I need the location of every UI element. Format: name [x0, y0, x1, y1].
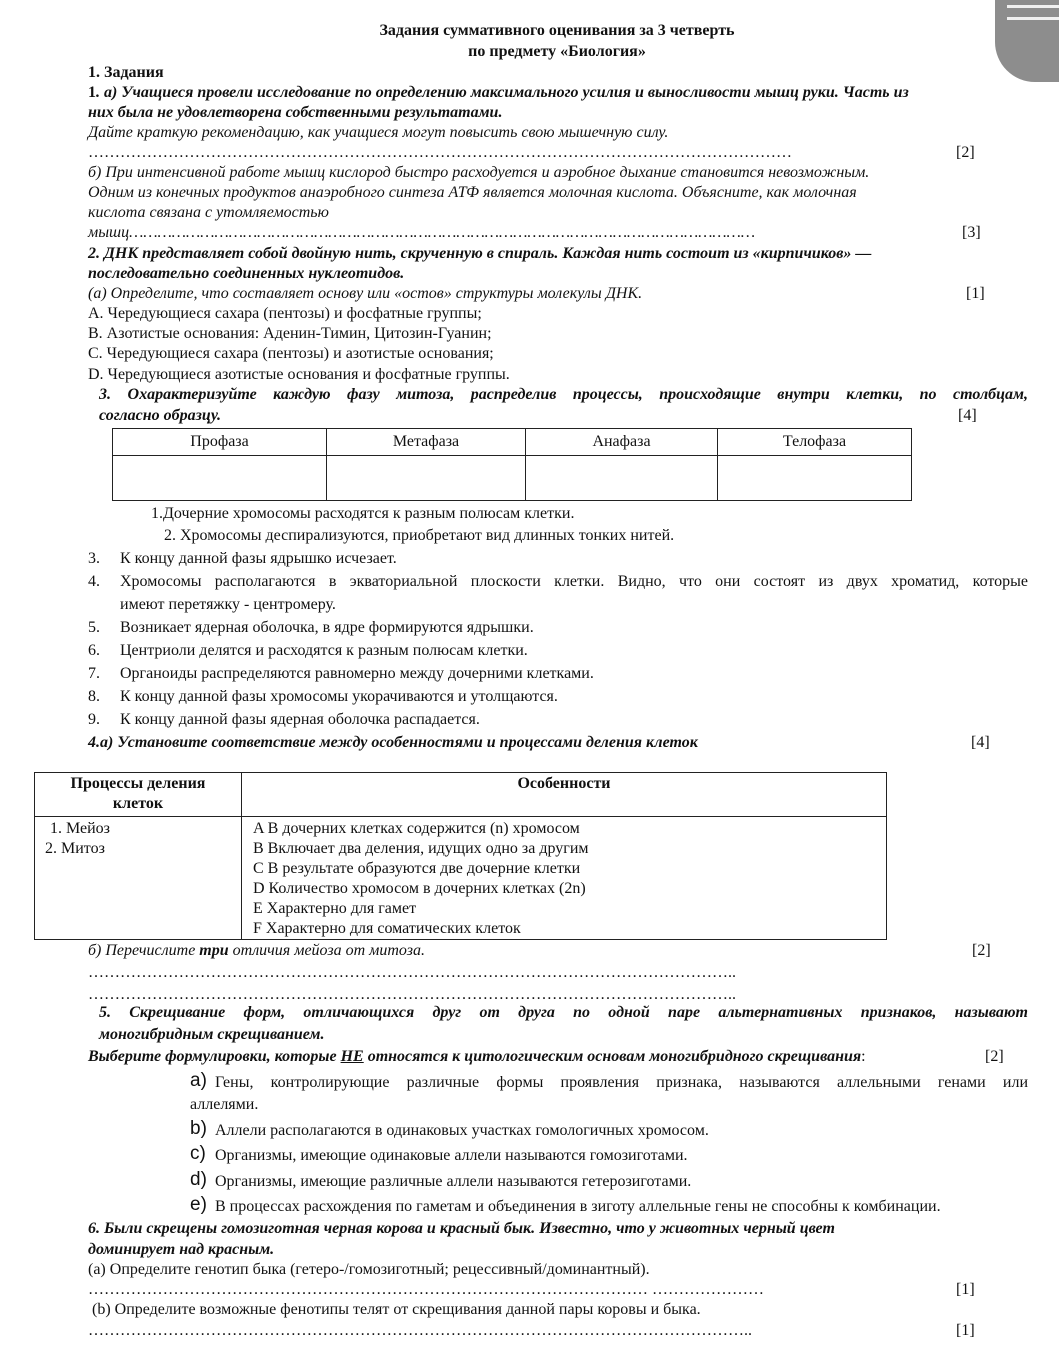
- q2-task: (а) Определите, что составляет основу или «остов» структуры молекулы ДНК.: [88, 285, 643, 302]
- q2-heading-line1: 2. ДНК представляет собой двойную нить, скрученную в спираль. Каждая нить состоит из «кирпичиков» —: [88, 245, 872, 262]
- q5-heading-line2: моногибридным скрещиванием.: [99, 1026, 325, 1043]
- q6-a-task: (а) Определите генотип быка (гетеро-/гомозиготный; рецессивный/доминантный).: [88, 1261, 650, 1278]
- q3-item-6-num: 6.: [88, 642, 100, 659]
- q4-b-task: [88, 941, 425, 961]
- q3-item-3-num: 3.: [88, 550, 100, 567]
- q3-item-5-num: 5.: [88, 619, 100, 636]
- q2-mark: [1]: [966, 285, 985, 302]
- q4-b-task-post: отличия мейоза от митоза.: [228, 942, 425, 959]
- q5-task: [88, 1047, 866, 1067]
- q4-heading: 4.а) Установите соответствие между особенностями и процессами деления клеток: [88, 734, 698, 751]
- q2-option-c: C. Чередующиеся сахара (пентозы) и азотистые основания;: [88, 345, 494, 362]
- process-mitosis: 2. Митоз: [45, 840, 105, 857]
- q5-option-b: Аллели располагаются в одинаковых участках гомологичных хромосом.: [215, 1122, 709, 1139]
- q1-b-line1: б) При интенсивной работе мышц кислород быстро расходуется и аэробное дыхание становится невозможным.: [88, 164, 870, 181]
- corner-tab-decoration: [995, 0, 1059, 82]
- q4-b-mark: [2]: [972, 942, 991, 959]
- q3-item-7: Органоиды распределяются равномерно между дочерними клетками.: [120, 665, 594, 682]
- page-title: Задания суммативного оценивания за 3 четверть: [379, 22, 735, 39]
- q4-b-answer-line-1: …………………………………………………………………………………………………………..: [88, 964, 736, 981]
- q3-heading-line1: 3. Охарактеризуйте каждую фазу митоза, распределив процессы, происходящие внутри клетки, по столбцам,: [99, 386, 1028, 403]
- metaphase-answer-cell[interactable]: [327, 456, 526, 501]
- q1-b-line3: кислота связана с утомляемостью: [88, 204, 329, 221]
- q4-b-task-pre: б) Перечислите: [88, 942, 200, 959]
- anaphase-answer-cell[interactable]: [526, 456, 718, 501]
- processes-header: [35, 773, 242, 817]
- q5-option-b-letter: b): [190, 1118, 207, 1139]
- q5-task-pre: Выберите формулировки, которые: [88, 1048, 341, 1065]
- feature-a: A В дочерних клетках содержится (n) хромосом: [253, 820, 580, 837]
- section-label: 1. Задания: [88, 64, 164, 81]
- phase-header-anaphase: Анафаза: [526, 429, 718, 456]
- feature-b: B Включает два деления, идущих одно за другим: [253, 840, 589, 857]
- q3-item-8-num: 8.: [88, 688, 100, 705]
- q5-option-a-letter: a): [190, 1070, 207, 1091]
- phase-header-prophase: Профаза: [113, 429, 327, 456]
- q3-item-4-num: 4.: [88, 573, 100, 590]
- q5-heading-line1: 5. Скрещивание форм, отличающихся друг от друга по одной паре альтернативных признаков, называют: [99, 1004, 1028, 1021]
- phase-header-metaphase: Метафаза: [327, 429, 526, 456]
- q5-option-a-cont: аллелями.: [190, 1096, 259, 1113]
- q1-number: 1: [88, 84, 96, 101]
- q4-b-task-bold: три: [199, 942, 229, 959]
- q5-option-c-letter: c): [190, 1143, 206, 1164]
- q3-item-9: К концу данной фазы ядерная оболочка распадается.: [120, 711, 480, 728]
- q1-a-task: Дайте краткую рекомендацию, как учащиеся могут повысить свою мышечную силу.: [88, 124, 669, 141]
- q6-b-mark: [1]: [956, 1322, 975, 1339]
- q5-task-ne: НЕ: [340, 1048, 364, 1065]
- page-subtitle: по предмету «Биология»: [468, 43, 646, 60]
- q1-b-answer-line: мышц……………………………………………………………………………………………………………………: [88, 224, 756, 241]
- menu-bar-icon: [1007, 5, 1059, 8]
- q3-item-9-num: 9.: [88, 711, 100, 728]
- q6-b-task: (b) Определите возможные фенотипы телят от скрещивания данной пары коровы и быка.: [92, 1301, 701, 1318]
- q5-option-d: Организмы, имеющие различные аллели называются гетерозиготами.: [215, 1173, 692, 1190]
- q1-b-mark: [3]: [962, 224, 981, 241]
- q6-a-answer-line: …………………………………………………………………………………………… …………………: [88, 1281, 764, 1298]
- feature-f: F Характерно для соматических клеток: [253, 920, 521, 937]
- feature-d: D Количество хромосом в дочерних клетках (2n): [253, 880, 586, 897]
- q3-item-7-num: 7.: [88, 665, 100, 682]
- q3-item-6: Центриоли делятся и расходятся к разным полюсам клетки.: [120, 642, 528, 659]
- q3-item-4: Хромосомы располагаются в экваториальной плоскости клетки. Видно, что они состоят из двух хроматид, которые: [120, 573, 1028, 590]
- q5-option-a: Гены, контролирующие различные формы проявления признака, называются аллельными генами или: [215, 1074, 1028, 1091]
- q4-mark: [4]: [971, 734, 990, 751]
- q2-option-a: A. Чередующиеся сахара (пентозы) и фосфатные группы;: [88, 305, 482, 322]
- q5-option-e: В процессах расхождения по гаметам и объединения в зиготу аллельные гены не способны к комбинации.: [215, 1198, 941, 1215]
- q4-b-answer-line-2: …………………………………………………………………………………………………………..: [88, 986, 736, 1003]
- q1-a-answer-line: ……………………………………………………………………………………………………………………: [88, 144, 792, 161]
- q5-option-c: Организмы, имеющие одинаковые аллели называются гомозиготами.: [215, 1147, 688, 1164]
- q5-option-e-letter: e): [190, 1194, 207, 1215]
- telophase-answer-cell[interactable]: [718, 456, 912, 501]
- q3-item-4-cont: имеют перетяжку - центромеру.: [120, 596, 336, 613]
- q3-item-3: К концу данной фазы ядрышко исчезает.: [120, 550, 397, 567]
- q6-b-answer-line: ……………………………………………………………………………………………………………..: [88, 1322, 752, 1339]
- q1-a-heading-line1: . а) Учащиеся провели исследование по определению максимального усилия и выносливости мышц руки. Часть из: [96, 84, 909, 101]
- feature-e: E Характерно для гамет: [253, 900, 417, 917]
- q6-a-mark: [1]: [956, 1281, 975, 1298]
- q5-task-post: относятся к цитологическим основам моногибридного скрещивания: [363, 1048, 862, 1065]
- q1-a-heading: [88, 83, 909, 103]
- q1-b-line2: Одним из конечных продуктов анаэробного синтеза АТФ является молочная кислота. Объясните, как молочная: [88, 184, 857, 201]
- processes-header-line2: клеток: [112, 795, 164, 812]
- features-cell: [242, 817, 887, 940]
- q3-item-2: 2. Хромосомы деспирализуются, приобретают вид длинных тонких нитей.: [164, 527, 675, 544]
- q3-heading-line2: согласно образцу.: [99, 407, 222, 424]
- q5-option-d-letter: d): [190, 1169, 207, 1190]
- q6-heading-line2: доминирует над красным.: [88, 1241, 275, 1258]
- phase-header-telophase: Телофаза: [718, 429, 912, 456]
- menu-bar-icon: [1007, 17, 1059, 20]
- q2-option-d: D. Чередующиеся азотистые основания и фосфатные группы.: [88, 366, 510, 383]
- processes-cell: [35, 817, 242, 940]
- features-header: Особенности: [242, 773, 887, 817]
- q5-task-colon: :: [861, 1048, 866, 1065]
- processes-header-line1: Процессы деления: [70, 775, 206, 792]
- q1-a-heading-line2: них была не удовлетворена собственными результатами.: [88, 104, 503, 121]
- q1-a-mark: [2]: [956, 144, 975, 161]
- process-meiosis: 1. Мейоз: [50, 820, 110, 837]
- q3-mark: [4]: [958, 407, 977, 424]
- cell-division-matching-table: [34, 772, 887, 940]
- q3-item-8: К концу данной фазы хромосомы укорачиваются и утолщаются.: [120, 688, 558, 705]
- q3-item-1: 1.Дочерние хромосомы расходятся к разным полюсам клетки.: [151, 505, 575, 522]
- prophase-answer-cell[interactable]: [113, 456, 327, 501]
- mitosis-phases-table: [112, 428, 912, 501]
- q2-heading-line2: последовательно соединенных нуклеотидов.: [88, 265, 405, 282]
- q2-option-b: B. Азотистые основания: Аденин-Тимин, Цитозин-Гуанин;: [88, 325, 492, 342]
- q6-heading-line1: 6. Были скрещены гомозиготная черная корова и красный бык. Известно, что у животных черный цвет: [88, 1220, 835, 1237]
- q3-item-5: Возникает ядерная оболочка, в ядре формируются ядрышки.: [120, 619, 534, 636]
- q5-mark: [2]: [985, 1048, 1004, 1065]
- feature-c: C В результате образуются две дочерние клетки: [253, 860, 581, 877]
